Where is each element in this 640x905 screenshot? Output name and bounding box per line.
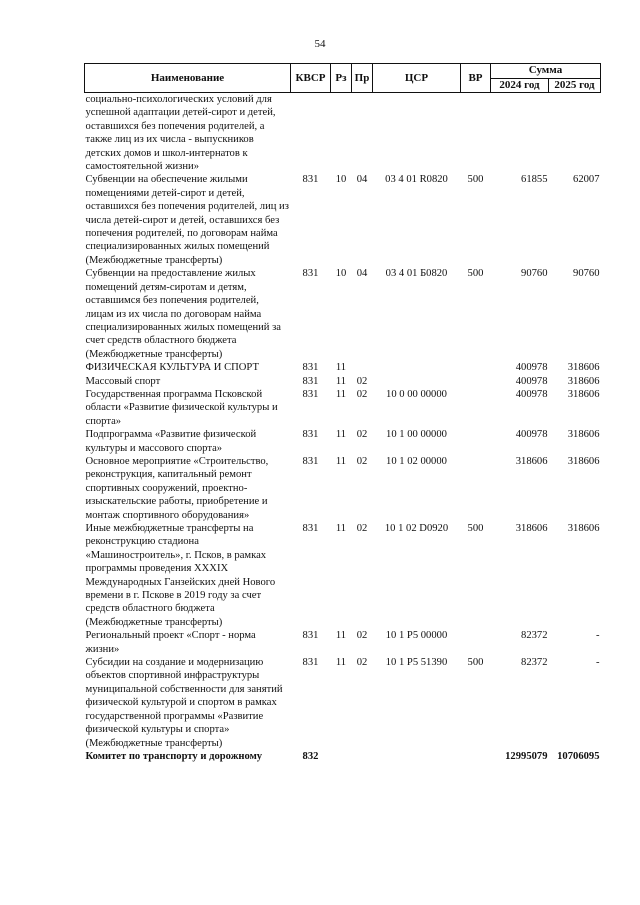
cell-csr: 10 1 02 00000 bbox=[386, 455, 447, 467]
page-number: 54 bbox=[314, 38, 326, 50]
cell-name: Субвенции на обеспечение жилыми помещениями детей-сирот и детей, оставшихся без попечения родителей, лиц из числа детей-сирот и детей, оставшихся без попечения родителей, по договорам найма специализированных жилых помещений (Межбюджетные трансферты) bbox=[85, 174, 289, 266]
cell-name: Государственная программа Псковской области «Развитие физической культуры и спорта» bbox=[85, 388, 278, 427]
table-row bbox=[85, 629, 601, 656]
table-row bbox=[85, 455, 601, 522]
header-vr: ВР bbox=[461, 64, 491, 93]
cell-csr bbox=[373, 93, 461, 174]
cell-2025: 318606 bbox=[567, 523, 600, 534]
cell-csr: 10 0 00 00000 bbox=[386, 388, 447, 400]
cell-kvsr bbox=[291, 93, 331, 174]
cell-rz: 10 bbox=[335, 268, 347, 280]
cell-2025: 318606 bbox=[567, 362, 600, 374]
cell-csr: 10 1 00 00000 bbox=[386, 429, 447, 441]
cell-csr: 03 4 01 R0820 bbox=[385, 174, 448, 186]
header-sum: Сумма bbox=[491, 64, 601, 79]
budget-table bbox=[84, 63, 601, 763]
cell-2024: 82372 bbox=[521, 657, 548, 669]
table-body bbox=[85, 93, 601, 764]
cell-kvsr: 831 bbox=[302, 455, 319, 467]
cell-kvsr: 831 bbox=[302, 268, 319, 280]
cell-name: Субвенции на предоставление жилых помещений детям-сиротам и детям, оставшимся без попечения родителей, лицам из их числа по договорам найма специализированных жилых помещений за счет средств областного бюджета (Межбюджетные трансферты) bbox=[85, 268, 281, 360]
cell-rz: 11 bbox=[335, 455, 347, 467]
cell-csr bbox=[373, 375, 461, 388]
cell-2024: 12995079 bbox=[505, 750, 548, 762]
cell-name: Массовый спорт bbox=[85, 375, 161, 387]
header-csr: ЦСР bbox=[373, 64, 461, 93]
cell-2025: 10706095 bbox=[557, 750, 600, 762]
cell-2024: 400978 bbox=[515, 429, 548, 441]
cell-2024: 400978 bbox=[515, 362, 548, 374]
cell-vr bbox=[461, 375, 491, 388]
cell-name: социально-психологических условий для успешной адаптации детей-сирот и детей, оставшихся без попечения родителей, а также лиц из их числа - выпускников детских домов и школ-интернатов к самостоятельной жизни» bbox=[85, 94, 276, 173]
cell-vr: 500 bbox=[467, 174, 484, 186]
cell-vr: 500 bbox=[467, 268, 484, 280]
cell-kvsr: 832 bbox=[302, 750, 319, 762]
cell-name: Региональный проект «Спорт - норма жизни» bbox=[85, 630, 256, 655]
cell-rz: 11 bbox=[335, 630, 347, 642]
cell-pr bbox=[352, 361, 373, 374]
cell-kvsr: 831 bbox=[302, 523, 319, 534]
cell-pr: 02 bbox=[356, 375, 368, 387]
cell-name: Основное мероприятие «Строительство, реконструкция, капитальный ремонт спортивных сооружений, проектно-изыскательские работы, приобретение и монтаж спортивного оборудования» bbox=[85, 455, 269, 521]
header-2025: 2025 год bbox=[549, 78, 601, 93]
cell-kvsr: 831 bbox=[302, 174, 319, 186]
cell-rz: 11 bbox=[335, 375, 347, 387]
cell-rz bbox=[331, 750, 352, 763]
cell-rz: 11 bbox=[335, 362, 347, 374]
cell-pr: 04 bbox=[356, 174, 368, 186]
table-row bbox=[85, 267, 601, 361]
cell-2025: 90760 bbox=[573, 268, 600, 280]
cell-2024: 90760 bbox=[521, 268, 548, 280]
header-kvsr: КВСР bbox=[291, 64, 331, 93]
table-row bbox=[85, 750, 601, 763]
cell-kvsr: 831 bbox=[302, 388, 319, 400]
cell-vr bbox=[461, 388, 491, 428]
cell-csr: 10 1 P5 51390 bbox=[385, 657, 448, 669]
cell-pr bbox=[352, 93, 373, 174]
cell-kvsr: 831 bbox=[302, 362, 319, 374]
cell-rz: 11 bbox=[335, 388, 347, 400]
cell-2024: 318606 bbox=[515, 523, 548, 534]
cell-2024 bbox=[491, 93, 549, 174]
header-2024: 2024 год bbox=[491, 78, 549, 93]
table-row bbox=[85, 375, 601, 388]
cell-pr: 02 bbox=[356, 630, 368, 642]
cell-2025: 318606 bbox=[567, 429, 600, 441]
cell-kvsr: 831 bbox=[302, 375, 319, 387]
header-pr: Пр bbox=[352, 64, 373, 93]
cell-csr: 10 1 02 D0920 bbox=[384, 523, 449, 534]
cell-name: ФИЗИЧЕСКАЯ КУЛЬТУРА И СПОРТ bbox=[85, 362, 259, 374]
cell-csr bbox=[373, 750, 461, 763]
table-row bbox=[85, 93, 601, 174]
cell-kvsr: 831 bbox=[302, 657, 319, 669]
cell-2024: 400978 bbox=[515, 375, 548, 387]
cell-pr: 02 bbox=[356, 523, 368, 534]
cell-rz bbox=[331, 93, 352, 174]
cell-2025: - bbox=[595, 657, 600, 669]
table-row bbox=[85, 656, 601, 750]
cell-vr bbox=[461, 455, 491, 522]
cell-name: Субсидии на создание и модернизацию объектов спортивной инфраструктуры муниципальной собственности для занятий физической культурой и спортом в рамках государственной программы «Развитие физической культуры и спорта» (Межбюджетные трансферты) bbox=[85, 657, 283, 749]
cell-2025 bbox=[549, 93, 601, 174]
cell-vr bbox=[461, 750, 491, 763]
cell-rz: 11 bbox=[335, 523, 347, 534]
cell-pr: 02 bbox=[356, 429, 368, 441]
table-header bbox=[85, 64, 601, 93]
cell-vr bbox=[461, 428, 491, 455]
cell-2025: 62007 bbox=[573, 174, 600, 186]
cell-rz: 10 bbox=[335, 174, 347, 186]
table-row bbox=[85, 428, 601, 455]
cell-pr: 02 bbox=[356, 455, 368, 467]
cell-kvsr: 831 bbox=[302, 630, 319, 642]
cell-pr: 04 bbox=[356, 268, 368, 280]
cell-name: Иные межбюджетные трансферты на реконструкцию стадиона «Машиностроитель», г. Псков, в рамках программы проведения XXXIX Международных Ганзейских дней Нового времени в г. Пскове в 2019 году за счет средств областного бюджета (Межбюджетные трансферты) bbox=[85, 523, 276, 628]
table-row bbox=[85, 361, 601, 374]
cell-kvsr: 831 bbox=[302, 429, 319, 441]
table-row bbox=[85, 388, 601, 428]
cell-2025: 318606 bbox=[567, 455, 600, 467]
header-rz: Рз bbox=[331, 64, 352, 93]
cell-csr: 10 1 P5 00000 bbox=[385, 630, 448, 642]
cell-vr bbox=[461, 93, 491, 174]
cell-2024: 82372 bbox=[521, 630, 548, 642]
cell-pr bbox=[352, 750, 373, 763]
cell-2025: 318606 bbox=[567, 388, 600, 400]
cell-pr: 02 bbox=[356, 657, 368, 669]
cell-csr bbox=[373, 361, 461, 374]
cell-2025: 318606 bbox=[567, 375, 600, 387]
cell-vr: 500 bbox=[467, 657, 484, 669]
cell-rz: 11 bbox=[335, 429, 347, 441]
cell-csr: 03 4 01 Б0820 bbox=[385, 268, 448, 280]
cell-name: Комитет по транспорту и дорожному bbox=[85, 750, 263, 762]
cell-2025: - bbox=[595, 630, 600, 642]
cell-rz: 11 bbox=[335, 657, 347, 669]
header-name: Наименование bbox=[85, 64, 291, 93]
cell-2024: 400978 bbox=[515, 388, 548, 400]
cell-2024: 318606 bbox=[515, 455, 548, 467]
cell-name: Подпрограмма «Развитие физической культуры и массового спорта» bbox=[85, 429, 257, 454]
cell-vr bbox=[461, 361, 491, 374]
table-row bbox=[85, 522, 601, 629]
cell-vr: 500 bbox=[467, 523, 484, 534]
table-row bbox=[85, 173, 601, 267]
cell-pr: 02 bbox=[356, 388, 368, 400]
cell-2024: 61855 bbox=[521, 174, 548, 186]
cell-vr bbox=[461, 629, 491, 656]
